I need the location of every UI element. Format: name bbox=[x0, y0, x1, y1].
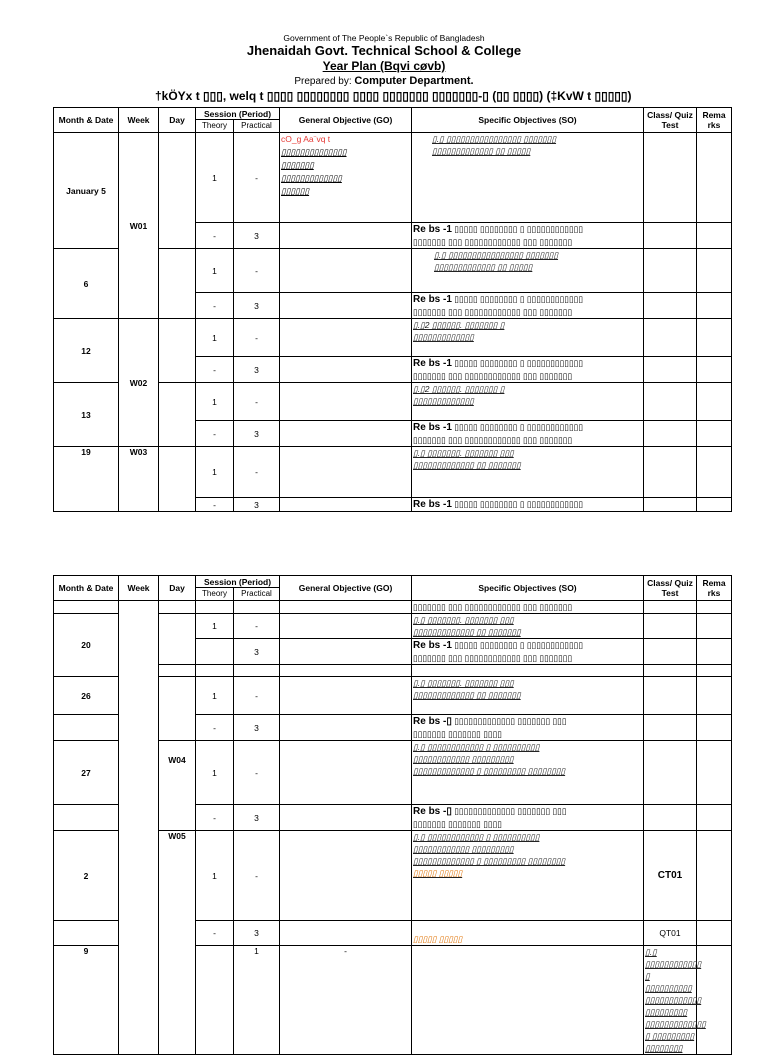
col-week: Week bbox=[119, 576, 159, 601]
col-so: Specific Objectives (SO) bbox=[412, 108, 644, 133]
col-theory: Theory bbox=[196, 588, 234, 601]
specific-objective: Re bs -1 ▯▯▯▯▯ ▯▯▯▯▯▯▯▯ ▯ ▯▯▯▯▯▯▯▯▯▯▯▯ ▯▯▯▯▯▯▯ ▯▯▯ ▯▯▯▯▯▯▯▯▯▯▯▯ ▯▯▯ ▯▯▯▯▯▯▯ bbox=[412, 421, 644, 447]
table-row: 26 1 - ▯.▯ ▯▯▯▯▯▯▯. ▯▯▯▯▯▯▯ ▯▯▯ ▯▯▯▯▯▯▯▯▯▯▯▯▯ ▯▯ ▯▯▯▯▯▯▯ bbox=[54, 677, 732, 715]
specific-objective: Re bs -1 ▯▯▯▯▯ ▯▯▯▯▯▯▯▯ ▯ ▯▯▯▯▯▯▯▯▯▯▯▯ ▯▯▯▯▯▯▯ ▯▯▯ ▯▯▯▯▯▯▯▯▯▯▯▯ ▯▯▯ ▯▯▯▯▯▯▯ bbox=[412, 293, 644, 319]
date-cell: 2 bbox=[54, 831, 119, 921]
specific-objective: ▯.▯ ▯▯▯▯▯▯▯. ▯▯▯▯▯▯▯ ▯▯▯ ▯▯▯▯▯▯▯▯▯▯▯▯▯ ▯▯ ▯▯▯▯▯▯▯ bbox=[412, 447, 644, 498]
table-row: - 3 Re bs -▯ ▯▯▯▯▯▯▯▯▯▯▯▯▯ ▯▯▯▯▯▯▯ ▯▯▯ ▯▯▯▯▯▯▯ ▯▯▯▯▯▯▯ ▯▯▯▯ bbox=[54, 805, 732, 831]
specific-objective: ▯.▯ ▯▯▯▯▯▯▯. ▯▯▯▯▯▯▯ ▯▯▯ ▯▯▯▯▯▯▯▯▯▯▯▯▯ ▯▯ ▯▯▯▯▯▯▯ bbox=[412, 677, 644, 715]
date-cell: 13 bbox=[54, 383, 119, 447]
col-remarks: Rema rks bbox=[697, 108, 732, 133]
col-so: Specific Objectives (SO) bbox=[412, 576, 644, 601]
specific-objective: Re bs -▯ ▯▯▯▯▯▯▯▯▯▯▯▯▯ ▯▯▯▯▯▯▯ ▯▯▯ ▯▯▯▯▯▯▯ ▯▯▯▯▯▯▯ ▯▯▯▯ bbox=[412, 715, 644, 741]
year-plan-table-2 bbox=[53, 575, 732, 1055]
class-test-cell: CT01 bbox=[644, 831, 697, 921]
specific-objective: ▯.▯ ▯▯▯▯▯▯▯. ▯▯▯▯▯▯▯ ▯▯▯ ▯▯▯▯▯▯▯▯▯▯▯▯▯ ▯▯ ▯▯▯▯▯▯▯ bbox=[412, 614, 644, 639]
col-day: Day bbox=[159, 108, 196, 133]
table-row: 20 1 - ▯.▯ ▯▯▯▯▯▯▯. ▯▯▯▯▯▯▯ ▯▯▯ ▯▯▯▯▯▯▯▯▯▯▯▯▯ ▯▯ ▯▯▯▯▯▯▯ bbox=[54, 614, 732, 639]
table-row: - 3 Re bs -1 ▯▯▯▯▯ ▯▯▯▯▯▯▯▯ ▯ ▯▯▯▯▯▯▯▯▯▯▯▯ bbox=[54, 498, 732, 512]
table-row: - 3 Re bs -1 ▯▯▯▯▯ ▯▯▯▯▯▯▯▯ ▯ ▯▯▯▯▯▯▯▯▯▯▯▯ ▯▯▯▯▯▯▯ ▯▯▯ ▯▯▯▯▯▯▯▯▯▯▯▯ ▯▯▯ ▯▯▯▯▯▯▯ bbox=[54, 357, 732, 383]
specific-objective: Re bs -1 ▯▯▯▯▯ ▯▯▯▯▯▯▯▯ ▯ ▯▯▯▯▯▯▯▯▯▯▯▯ ▯▯▯▯▯▯▯ ▯▯▯ ▯▯▯▯▯▯▯▯▯▯▯▯ ▯▯▯ ▯▯▯▯▯▯▯ bbox=[412, 357, 644, 383]
go-title: cO_g Aa¨vq t bbox=[281, 134, 331, 144]
table-row: 13 1 - ▯.▯2 ▯▯▯▯▯▯. ▯▯▯▯▯▯▯ ▯ ▯▯▯▯▯▯▯▯▯▯▯▯▯ bbox=[54, 383, 732, 421]
table-row: - 3 Re bs -1 ▯▯▯▯▯ ▯▯▯▯▯▯▯▯ ▯ ▯▯▯▯▯▯▯▯▯▯▯▯ ▯▯▯▯▯▯▯ ▯▯▯ ▯▯▯▯▯▯▯▯▯▯▯▯ ▯▯▯ ▯▯▯▯▯▯▯ bbox=[54, 293, 732, 319]
quiz-test-cell: QT01 bbox=[644, 921, 697, 946]
table-row: - 3 Re bs -1 ▯▯▯▯▯ ▯▯▯▯▯▯▯▯ ▯ ▯▯▯▯▯▯▯▯▯▯▯▯ ▯▯▯▯▯▯▯ ▯▯▯ ▯▯▯▯▯▯▯▯▯▯▯▯ ▯▯▯ ▯▯▯▯▯▯▯ bbox=[54, 223, 732, 249]
col-session: Session (Period) bbox=[196, 108, 280, 120]
table-row: January 5 W01 1 - cO_g Aa¨vq t ▯▯▯▯▯▯▯▯▯▯▯▯▯▯ ▯▯▯▯▯▯▯ ▯▯▯▯▯▯▯▯▯▯▯▯▯ ▯▯▯▯▯▯ ▯.▯ ▯▯▯▯▯▯▯▯▯▯▯▯▯▯▯▯ ▯▯▯▯▯▯▯ ▯▯▯▯▯▯▯▯▯▯▯▯▯ ▯▯ ▯▯▯▯▯ bbox=[54, 133, 732, 223]
specific-objective: Re bs -1 ▯▯▯▯▯ ▯▯▯▯▯▯▯▯ ▯ ▯▯▯▯▯▯▯▯▯▯▯▯ ▯▯▯▯▯▯▯ ▯▯▯ ▯▯▯▯▯▯▯▯▯▯▯▯ ▯▯▯ ▯▯▯▯▯▯▯ bbox=[412, 639, 644, 665]
prepared-by bbox=[0, 75, 768, 87]
specific-objective: ▯.▯ ▯▯▯▯▯▯▯▯▯▯▯▯▯▯▯▯ ▯▯▯▯▯▯▯ ▯▯▯▯▯▯▯▯▯▯▯▯▯ ▯▯ ▯▯▯▯▯ bbox=[412, 249, 644, 293]
date-cell: January 5 bbox=[54, 133, 119, 249]
school-name: Jhenaidah Govt. Technical School & College bbox=[246, 43, 522, 58]
week-cell: W03 bbox=[119, 447, 159, 512]
date-cell: 9 bbox=[54, 946, 119, 1055]
government-title: Government of The People`s Republic of Bangladesh bbox=[283, 33, 485, 43]
year-plan-title: Year Plan (Bqvi cøvb) bbox=[322, 59, 446, 73]
table-row: 3 Re bs -1 ▯▯▯▯▯ ▯▯▯▯▯▯▯▯ ▯ ▯▯▯▯▯▯▯▯▯▯▯▯ ▯▯▯▯▯▯▯ ▯▯▯ ▯▯▯▯▯▯▯▯▯▯▯▯ ▯▯▯ ▯▯▯▯▯▯▯ bbox=[54, 639, 732, 665]
table-row: 2 W05 1 - ▯.▯ ▯▯▯▯▯▯▯▯▯▯▯▯ ▯ ▯▯▯▯▯▯▯▯▯▯ ▯▯▯▯▯▯▯▯▯▯▯▯ ▯▯▯▯▯▯▯▯▯ ▯▯▯▯▯▯▯▯▯▯▯▯▯ ▯ ▯▯▯▯▯▯▯▯▯ ▯▯▯▯▯▯▯▯ ▯▯▯▯▯ ▯▯▯▯▯ CT01 bbox=[54, 831, 732, 921]
week-cell: W02 bbox=[119, 319, 159, 447]
date-cell: 6 bbox=[54, 249, 119, 319]
specific-objective: ▯.▯ ▯▯▯▯▯▯▯▯▯▯▯▯ ▯ ▯▯▯▯▯▯▯▯▯▯ ▯▯▯▯▯▯▯▯▯▯▯▯ ▯▯▯▯▯▯▯▯▯ ▯▯▯▯▯▯▯▯▯▯▯▯▯ ▯ ▯▯▯▯▯▯▯▯▯ ▯▯▯▯▯▯▯▯ bbox=[412, 741, 644, 805]
year-plan-table-1 bbox=[53, 107, 732, 512]
week-cell: W05 bbox=[159, 831, 196, 1055]
specific-objective: Re bs -1 ▯▯▯▯▯ ▯▯▯▯▯▯▯▯ ▯ ▯▯▯▯▯▯▯▯▯▯▯▯ bbox=[412, 498, 644, 512]
specific-objective: ▯.▯ ▯▯▯▯▯▯▯▯▯▯▯▯ ▯ ▯▯▯▯▯▯▯▯▯▯ ▯▯▯▯▯▯▯▯▯▯▯▯ ▯▯▯▯▯▯▯▯▯ ▯▯▯▯▯▯▯▯▯▯▯▯▯ ▯ ▯▯▯▯▯▯▯▯▯ ▯▯▯▯▯▯▯▯ bbox=[645, 947, 706, 1053]
week-cell: W04 bbox=[159, 741, 196, 831]
prepared-by-value: Computer Department. bbox=[354, 75, 474, 87]
col-class-quiz: Class/ Quiz Test bbox=[644, 108, 697, 133]
col-practical: Practical bbox=[234, 120, 280, 133]
table-row: 12 W02 1 - ▯.▯2 ▯▯▯▯▯▯. ▯▯▯▯▯▯▯ ▯ ▯▯▯▯▯▯▯▯▯▯▯▯▯ bbox=[54, 319, 732, 357]
col-month-date: Month & Date bbox=[54, 108, 119, 133]
table-row: 6 1 - ▯.▯ ▯▯▯▯▯▯▯▯▯▯▯▯▯▯▯▯ ▯▯▯▯▯▯▯ ▯▯▯▯▯▯▯▯▯▯▯▯▯ ▯▯ ▯▯▯▯▯ bbox=[54, 249, 732, 293]
specific-objective: Re bs -▯ ▯▯▯▯▯▯▯▯▯▯▯▯▯ ▯▯▯▯▯▯▯ ▯▯▯ ▯▯▯▯▯▯▯ ▯▯▯▯▯▯▯ ▯▯▯▯ bbox=[412, 805, 644, 831]
col-go: General Objective (GO) bbox=[280, 108, 412, 133]
date-cell: 26 bbox=[54, 677, 119, 715]
date-cell: 20 bbox=[54, 614, 119, 677]
col-remarks: Rema rks bbox=[697, 576, 732, 601]
table-row: - 3 ▯▯▯▯▯ ▯▯▯▯▯ QT01 bbox=[54, 921, 732, 946]
table-row: 9 1 - ▯.▯ ▯▯▯▯▯▯▯▯▯▯▯▯ ▯ ▯▯▯▯▯▯▯▯▯▯ ▯▯▯▯▯▯▯▯▯▯▯▯ ▯▯▯▯▯▯▯▯▯ ▯▯▯▯▯▯▯▯▯▯▯▯▯ ▯ ▯▯▯▯▯▯▯▯▯ ▯▯▯▯▯▯▯▯ bbox=[54, 946, 732, 1055]
date-cell: 27 bbox=[54, 741, 119, 805]
prepared-by-label: Prepared by: bbox=[294, 76, 352, 87]
col-practical: Practical bbox=[234, 588, 280, 601]
specific-objective: ▯.▯2 ▯▯▯▯▯▯. ▯▯▯▯▯▯▯ ▯ ▯▯▯▯▯▯▯▯▯▯▯▯▯ bbox=[412, 383, 644, 421]
date-cell: 19 bbox=[54, 447, 119, 512]
week-cell: W01 bbox=[119, 133, 159, 319]
specific-objective: Re bs -1 ▯▯▯▯▯ ▯▯▯▯▯▯▯▯ ▯ ▯▯▯▯▯▯▯▯▯▯▯▯ ▯▯▯▯▯▯▯ ▯▯▯ ▯▯▯▯▯▯▯▯▯▯▯▯ ▯▯▯ ▯▯▯▯▯▯▯ bbox=[412, 223, 644, 249]
trade-subject-line: †kÖYx t ▯▯▯, welq t ▯▯▯▯ ▯▯▯▯▯▯▯▯ ▯▯▯▯ ▯▯▯▯▯▯▯ ▯▯▯▯▯▯▯-▯ (▯▯ ▯▯▯▯) (‡KvW t ▯▯▯▯▯) bbox=[155, 89, 632, 103]
specific-objective: ▯.▯ ▯▯▯▯▯▯▯▯▯▯▯▯▯▯▯▯ ▯▯▯▯▯▯▯ ▯▯▯▯▯▯▯▯▯▯▯▯▯ ▯▯ ▯▯▯▯▯ bbox=[412, 133, 644, 223]
table-row: - 3 Re bs -▯ ▯▯▯▯▯▯▯▯▯▯▯▯▯ ▯▯▯▯▯▯▯ ▯▯▯ ▯▯▯▯▯▯▯ ▯▯▯▯▯▯▯ ▯▯▯▯ bbox=[54, 715, 732, 741]
specific-objective: ▯.▯2 ▯▯▯▯▯▯. ▯▯▯▯▯▯▯ ▯ ▯▯▯▯▯▯▯▯▯▯▯▯▯ bbox=[412, 319, 644, 357]
specific-objective: ▯▯▯▯▯ ▯▯▯▯▯ bbox=[412, 921, 644, 946]
specific-objective: ▯.▯ ▯▯▯▯▯▯▯▯▯▯▯▯ ▯ ▯▯▯▯▯▯▯▯▯▯ ▯▯▯▯▯▯▯▯▯▯▯▯ ▯▯▯▯▯▯▯▯▯ ▯▯▯▯▯▯▯▯▯▯▯▯▯ ▯ ▯▯▯▯▯▯▯▯▯ ▯▯▯▯▯▯▯▯ ▯▯▯▯▯ ▯▯▯▯▯ bbox=[412, 831, 644, 921]
date-cell: 12 bbox=[54, 319, 119, 383]
table-row bbox=[54, 601, 732, 614]
col-month-date: Month & Date bbox=[54, 576, 119, 601]
col-go: General Objective (GO) bbox=[280, 576, 412, 601]
table-row: - 3 Re bs -1 ▯▯▯▯▯ ▯▯▯▯▯▯▯▯ ▯ ▯▯▯▯▯▯▯▯▯▯▯▯ ▯▯▯▯▯▯▯ ▯▯▯ ▯▯▯▯▯▯▯▯▯▯▯▯ ▯▯▯ ▯▯▯▯▯▯▯ bbox=[54, 421, 732, 447]
col-class-quiz: Class/ Quiz Test bbox=[644, 576, 697, 601]
general-objective: cO_g Aa¨vq t ▯▯▯▯▯▯▯▯▯▯▯▯▯▯ ▯▯▯▯▯▯▯ ▯▯▯▯▯▯▯▯▯▯▯▯▯ ▯▯▯▯▯▯ bbox=[280, 133, 412, 223]
col-session: Session (Period) bbox=[196, 576, 280, 588]
specific-objective: ▯▯▯▯▯▯▯ ▯▯▯ ▯▯▯▯▯▯▯▯▯▯▯▯ ▯▯▯ ▯▯▯▯▯▯▯ bbox=[412, 601, 644, 614]
table-row: 19 W03 1 - ▯.▯ ▯▯▯▯▯▯▯. ▯▯▯▯▯▯▯ ▯▯▯ ▯▯▯▯▯▯▯▯▯▯▯▯▯ ▯▯ ▯▯▯▯▯▯▯ bbox=[54, 447, 732, 498]
col-week: Week bbox=[119, 108, 159, 133]
col-day: Day bbox=[159, 576, 196, 601]
table-row: 27 W04 1 - ▯.▯ ▯▯▯▯▯▯▯▯▯▯▯▯ ▯ ▯▯▯▯▯▯▯▯▯▯ ▯▯▯▯▯▯▯▯▯▯▯▯ ▯▯▯▯▯▯▯▯▯ ▯▯▯▯▯▯▯▯▯▯▯▯▯ ▯ ▯▯▯▯▯▯▯▯▯ ▯▯▯▯▯▯▯▯ bbox=[54, 741, 732, 805]
col-theory: Theory bbox=[196, 120, 234, 133]
